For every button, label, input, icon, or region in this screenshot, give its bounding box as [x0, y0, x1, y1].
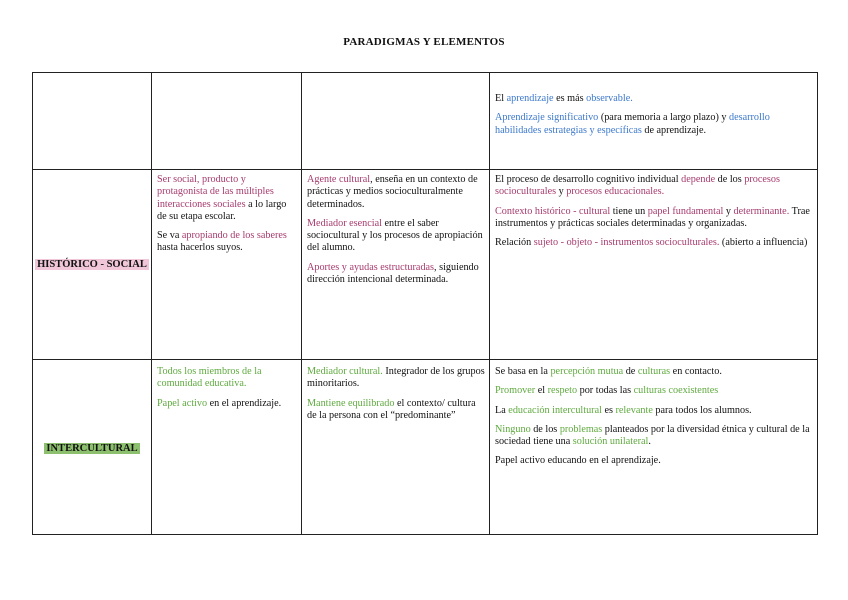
- highlighted-text: Mediador cultural.: [307, 366, 383, 377]
- text-run: entre el saber sociocultural y los procesos de apropiación del alumno.: [307, 217, 483, 254]
- paradigm-label: INTERCULTURAL: [46, 443, 138, 454]
- text-run: Se va: [157, 230, 182, 242]
- highlighted-text: Ninguno: [495, 423, 531, 435]
- table-cell: [490, 73, 818, 170]
- highlighted-text: Mediador esencial: [307, 217, 382, 229]
- highlighted-text: solución unilateral: [572, 436, 649, 448]
- highlighted-text: sujeto - objeto - instrumentos socioculturales.: [533, 237, 720, 249]
- highlighted-text: Ser social, producto y protagonista de las múltiples interacciones sociales: [157, 174, 274, 210]
- cell-paragraph: [495, 424, 813, 449]
- text-run: planteados por la diversidad étnica y cultural de la sociedad tiene una: [495, 423, 810, 448]
- text-run: La: [495, 404, 509, 416]
- table-cell: [302, 170, 490, 360]
- table-cell: [302, 360, 490, 535]
- cell-paragraph: [495, 112, 813, 137]
- text-run: el contexto/ cultura de la persona con el “predominante”: [307, 397, 476, 421]
- highlighted-text: relevante: [615, 404, 653, 416]
- text-run: (para memoria a largo plazo) y: [598, 112, 730, 124]
- highlighted-text: culturas coexistentes: [633, 385, 719, 397]
- cell-paragraph: [495, 174, 813, 199]
- cell-paragraph: [157, 398, 297, 410]
- cell-paragraph: [307, 366, 485, 391]
- highlighted-text: Todos los miembros de la comunidad educativa.: [157, 366, 262, 390]
- table-cell: [152, 73, 302, 170]
- page-title: PARADIGMAS Y ELEMENTOS: [343, 36, 505, 48]
- text-run: El: [495, 93, 507, 104]
- highlighted-text: depende: [681, 174, 716, 185]
- highlighted-text: procesos educacionales.: [566, 186, 665, 198]
- cell-paragraph: [495, 455, 813, 467]
- table-row: [33, 170, 818, 360]
- highlighted-text: procesos socioculturales: [495, 174, 780, 198]
- text-run: en contacto.: [670, 366, 722, 377]
- cell-paragraph: [495, 385, 813, 397]
- text-run: Papel activo educando en el aprendizaje.: [495, 455, 661, 467]
- highlighted-text: educación intercultural: [508, 404, 602, 416]
- text-run: en el aprendizaje.: [207, 397, 282, 409]
- text-run: es: [601, 404, 616, 416]
- highlighted-text: apropiando de los saberes: [181, 230, 287, 242]
- text-run: Trae instrumentos y prácticas sociales determinadas y organizadas.: [495, 205, 810, 229]
- highlighted-text: Aportes y ayudas estructuradas: [307, 261, 435, 273]
- cell-paragraph: [495, 206, 813, 231]
- text-run: de aprendizaje.: [641, 124, 707, 136]
- text-run: Relación: [495, 237, 534, 249]
- highlighted-text: problemas: [559, 423, 603, 435]
- text-run: El proceso de desarrollo cognitivo individual: [495, 174, 682, 185]
- text-run: , enseña en un contexto de prácticas y medios socioculturalmente determinados.: [307, 174, 478, 210]
- cell-paragraph: [495, 405, 813, 417]
- highlighted-text: percepción mutua: [550, 366, 624, 377]
- highlighted-text: aprendizaje: [506, 93, 554, 104]
- paradigm-label: HISTÓRICO - SOCIAL: [37, 258, 147, 270]
- table-cell: [490, 360, 818, 535]
- cell-paragraph: [307, 174, 485, 211]
- text-run: es más: [553, 93, 587, 104]
- highlighted-text: culturas: [637, 366, 671, 377]
- text-run: por todas las: [577, 385, 634, 397]
- highlighted-text: Promover: [495, 385, 536, 397]
- table-cell: [152, 170, 302, 360]
- text-run: y: [723, 205, 734, 217]
- text-run: el: [535, 385, 548, 397]
- table-cell: [152, 360, 302, 535]
- text-run: (abierto a influencia): [719, 237, 808, 249]
- table-cell: [490, 170, 818, 360]
- text-run: .: [648, 436, 651, 448]
- highlighted-text: desarrollo habilidades estrategias y específicas: [495, 112, 770, 136]
- highlighted-text: Mantiene equilibrado: [307, 397, 395, 409]
- highlighted-text: respeto: [547, 385, 578, 397]
- text-run: de los: [715, 174, 745, 185]
- cell-paragraph: [307, 218, 485, 255]
- text-run: hasta hacerlos suyos.: [157, 242, 243, 254]
- highlighted-text: Agente cultural: [307, 174, 371, 185]
- cell-paragraph: [157, 230, 297, 255]
- cell-paragraph: [307, 262, 485, 287]
- cell-paragraph: [495, 237, 813, 249]
- highlighted-text: papel fundamental: [647, 205, 724, 217]
- row-label-cell: [33, 170, 152, 360]
- text-run: , siguiendo dirección intencional determinada.: [307, 261, 479, 286]
- table-cell: [302, 73, 490, 170]
- highlighted-text: Aprendizaje significativo: [495, 112, 599, 124]
- text-run: de los: [530, 423, 560, 435]
- row-label-cell: [33, 360, 152, 535]
- cell-paragraph: [495, 93, 813, 105]
- paradigms-table: [32, 72, 818, 535]
- text-run: tiene un: [610, 205, 648, 217]
- table-cell: [33, 73, 152, 170]
- cell-paragraph: [157, 174, 297, 223]
- table-row: [33, 360, 818, 535]
- text-run: y: [556, 186, 567, 198]
- text-run: de: [623, 366, 638, 377]
- highlighted-text: determinante.: [733, 205, 790, 217]
- highlighted-text: observable.: [586, 93, 633, 104]
- text-run: Se basa en la: [495, 366, 551, 377]
- text-run: a lo largo de su etapa escolar.: [157, 198, 287, 222]
- table-row: [33, 73, 818, 170]
- cell-paragraph: [157, 366, 297, 391]
- highlighted-text: Contexto histórico - cultural: [495, 205, 611, 217]
- cell-paragraph: [495, 366, 813, 378]
- highlighted-text: Papel activo: [157, 397, 208, 409]
- cell-paragraph: [307, 398, 485, 423]
- text-run: para todos los alumnos.: [652, 404, 752, 416]
- text-run: Integrador de los grupos minoritarios.: [307, 366, 485, 390]
